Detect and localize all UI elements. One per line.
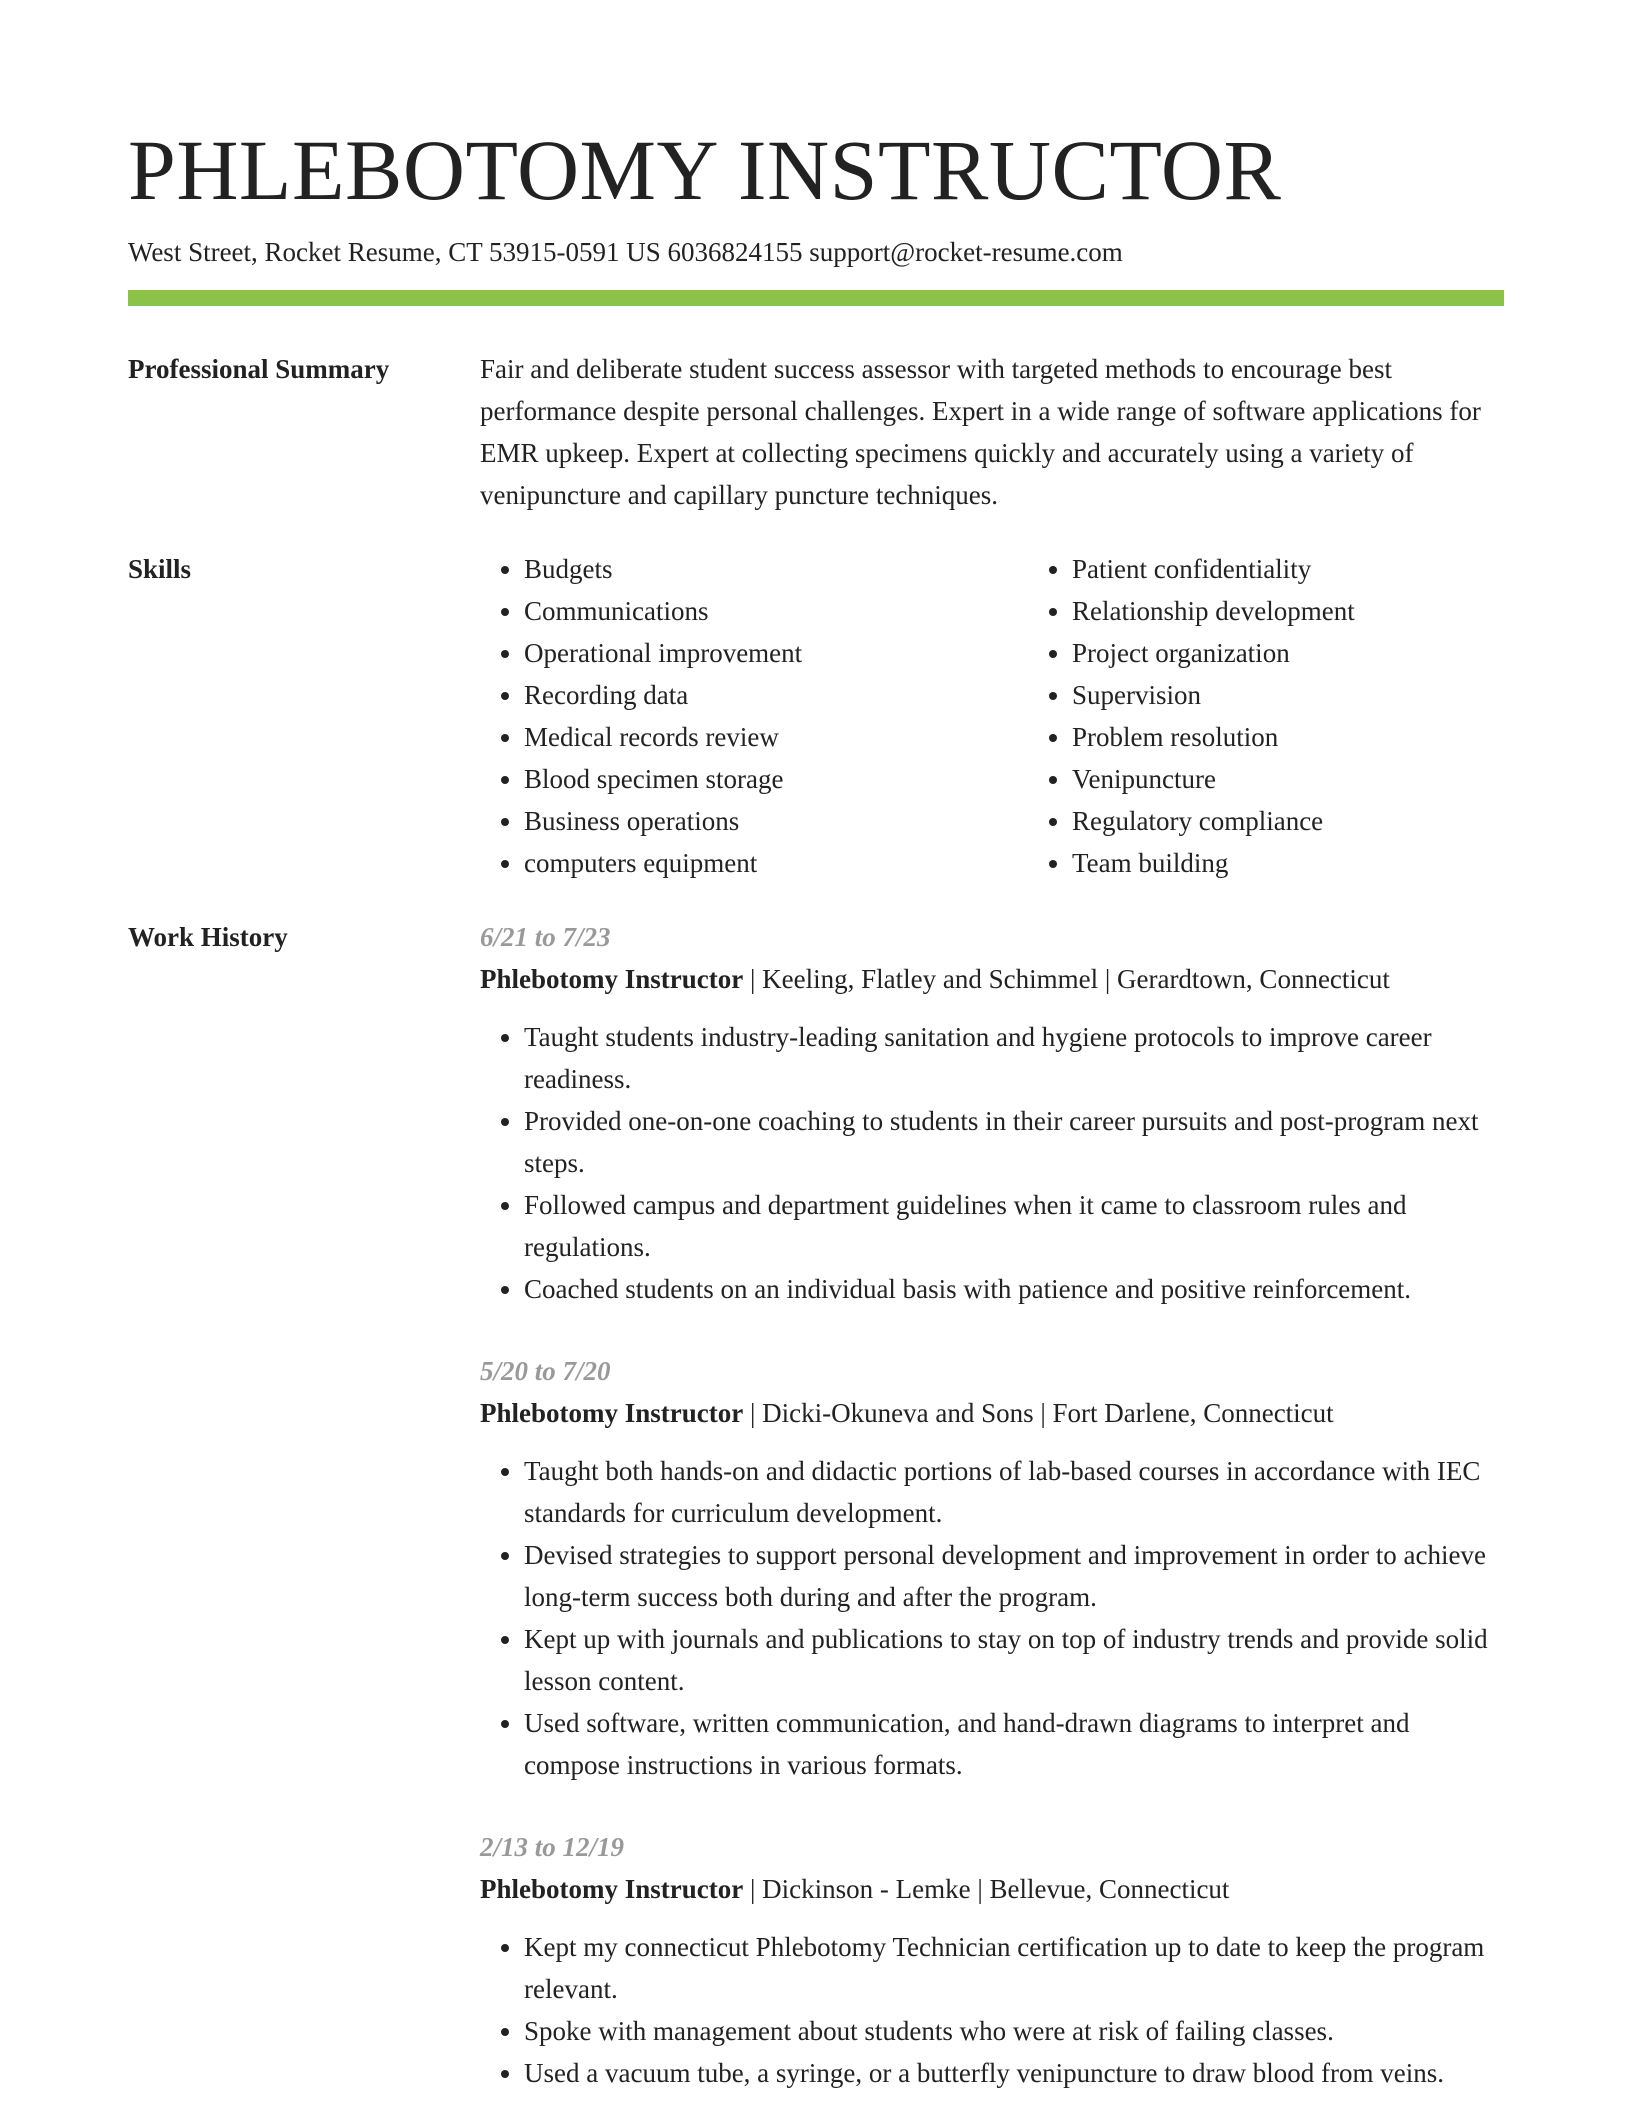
skill-item: • Relationship development — [1072, 590, 1576, 632]
skills-list-left — [480, 548, 1028, 884]
summary-text: Fair and deliberate student success assessor with targeted methods to encourage best performance despite personal challenges. Expert in a wide range of software applications for EMR upkeep. Expert at collecting specimens quickly and accurately using a variety of venipuncture and capillary puncture techniques. — [480, 354, 1481, 510]
skill-item: • Budgets — [524, 548, 1028, 590]
job-entry — [480, 1350, 1504, 1786]
duty-item: • Used a vacuum tube, a syringe, or a butterfly venipuncture to draw blood from veins. — [524, 2052, 1504, 2094]
skill-item: • Patient confidentiality — [1072, 548, 1576, 590]
job-title: Phlebotomy Instructor — [480, 964, 744, 994]
job-entry — [480, 1826, 1504, 2094]
work-history-section — [128, 916, 1504, 2094]
job-location: Bellevue, Connecticut — [989, 1874, 1230, 1904]
job-entry — [480, 916, 1504, 1310]
skill-item: • Supervision — [1072, 674, 1576, 716]
job-heading: Phlebotomy Instructor | Dicki-Okuneva and Sons | Fort Darlene, Connecticut — [480, 1398, 1334, 1428]
job-title: Phlebotomy Instructor — [480, 1398, 744, 1428]
job-dates: 5/20 to 7/20 — [480, 1356, 611, 1386]
duty-item: • Coached students on an individual basis with patience and positive reinforcement. — [524, 1268, 1504, 1310]
resume-name: PHLEBOTOMY INSTRUCTOR — [128, 122, 1282, 218]
skill-item: • Operational improvement — [524, 632, 1028, 674]
job-company: Dickinson - Lemke — [762, 1874, 971, 1904]
job-title: Phlebotomy Instructor — [480, 1874, 744, 1904]
skill-item: • Communications — [524, 590, 1028, 632]
contact-line: West Street, Rocket Resume, CT 53915-0591 US 6036824155 support@rocket-resume.com — [128, 237, 1123, 267]
skill-item: • Business operations — [524, 800, 1028, 842]
skill-item: • Problem resolution — [1072, 716, 1576, 758]
summary-label: Professional Summary — [128, 354, 390, 384]
job-location: Gerardtown, Connecticut — [1116, 964, 1390, 994]
skill-item: • Medical records review — [524, 716, 1028, 758]
job-dates: 6/21 to 7/23 — [480, 922, 611, 952]
summary-section — [128, 348, 1504, 516]
skill-item: • Blood specimen storage — [524, 758, 1028, 800]
skill-item: • Project organization — [1072, 632, 1576, 674]
skill-item: • Recording data — [524, 674, 1028, 716]
skill-item: • Team building — [1072, 842, 1576, 884]
header-divider — [128, 290, 1504, 306]
duty-item: • Spoke with management about students who were at risk of failing classes. — [524, 2010, 1504, 2052]
duty-item: • Devised strategies to support personal development and improvement in order to achieve long-term success both during and after the program. — [524, 1534, 1504, 1618]
skill-item: • computers equipment — [524, 842, 1028, 884]
job-heading: Phlebotomy Instructor | Keeling, Flatley and Schimmel | Gerardtown, Connecticut — [480, 964, 1390, 994]
job-duties — [480, 1450, 1504, 1786]
skills-list-right — [1028, 548, 1576, 884]
job-company: Keeling, Flatley and Schimmel — [762, 964, 1099, 994]
duty-item: • Taught students industry-leading sanitation and hygiene protocols to improve career readiness. — [524, 1016, 1504, 1100]
job-duties — [480, 1016, 1504, 1310]
job-dates: 2/13 to 12/19 — [480, 1832, 625, 1862]
work-history-label: Work History — [128, 922, 288, 952]
duty-item: • Provided one-on-one coaching to students in their career pursuits and post-program next steps. — [524, 1100, 1504, 1184]
job-heading: Phlebotomy Instructor | Dickinson - Lemke | Bellevue, Connecticut — [480, 1874, 1230, 1904]
duty-item: • Followed campus and department guidelines when it came to classroom rules and regulations. — [524, 1184, 1504, 1268]
job-location: Fort Darlene, Connecticut — [1052, 1398, 1334, 1428]
skills-section — [128, 548, 1504, 884]
duty-item: • Taught both hands-on and didactic portions of lab-based courses in accordance with IEC standards for curriculum development. — [524, 1450, 1504, 1534]
skill-item: • Regulatory compliance — [1072, 800, 1576, 842]
skills-label: Skills — [128, 554, 192, 584]
duty-item: • Kept up with journals and publications to stay on top of industry trends and provide solid lesson content. — [524, 1618, 1504, 1702]
job-duties — [480, 1926, 1504, 2094]
job-company: Dicki-Okuneva and Sons — [762, 1398, 1034, 1428]
skill-item: • Venipuncture — [1072, 758, 1576, 800]
duty-item: • Used software, written communication, and hand-drawn diagrams to interpret and compose instructions in various formats. — [524, 1702, 1504, 1786]
duty-item: • Kept my connecticut Phlebotomy Technician certification up to date to keep the program relevant. — [524, 1926, 1504, 2010]
